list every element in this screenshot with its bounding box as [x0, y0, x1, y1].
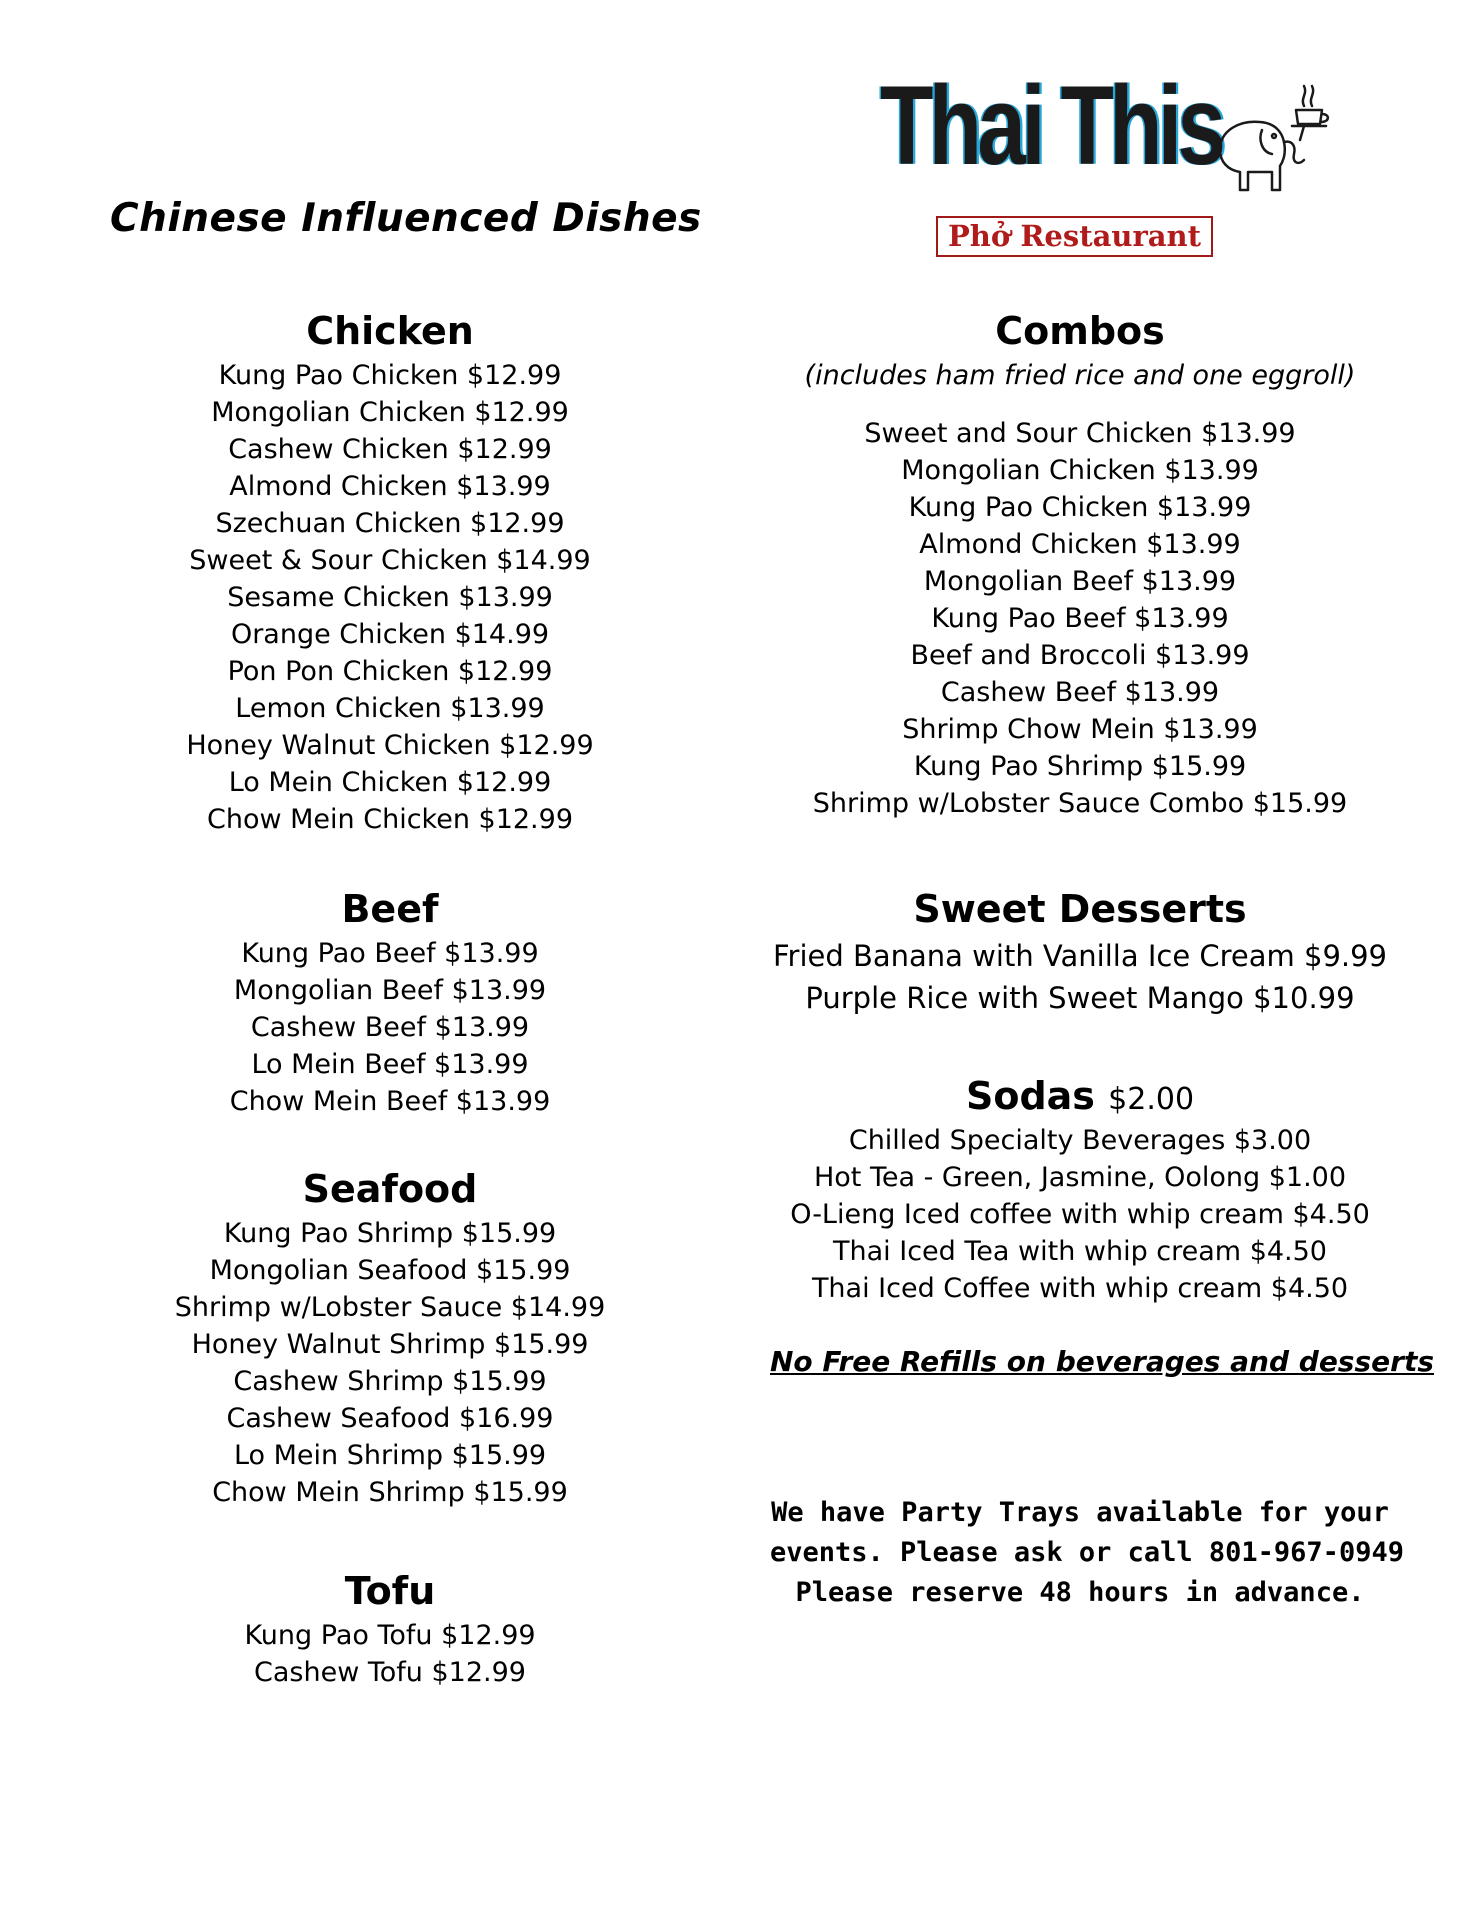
menu-item: Kung Pao Beef $13.99: [931, 603, 1229, 634]
page-title: Chinese Influenced Dishes: [110, 196, 702, 241]
combos-section: [770, 305, 1390, 822]
menu-item: Mongolian Chicken $13.99: [901, 455, 1259, 486]
menu-item: Kung Pao Tofu $12.99: [244, 1620, 536, 1651]
menu-item: Sweet & Sour Chicken $14.99: [189, 545, 591, 576]
combos-note: (includes ham fried rice and one eggroll): [804, 360, 1356, 391]
beef-section: [140, 883, 640, 1120]
menu-item: Beef and Broccoli $13.99: [910, 640, 1250, 671]
sodas-title: Sodas: [965, 1074, 1095, 1118]
menu-item: Chow Mein Chicken $12.99: [206, 804, 574, 835]
menu-item: O-Lieng Iced coffee with whip cream $4.50: [790, 1199, 1370, 1230]
menu-item: Cashew Seafood $16.99: [226, 1403, 554, 1434]
menu-item: Lo Mein Chicken $12.99: [228, 767, 552, 798]
tofu-section: [140, 1565, 640, 1691]
menu-item: Fried Banana with Vanilla Ice Cream $9.99: [772, 939, 1388, 973]
menu-item: Purple Rice with Sweet Mango $10.99: [805, 981, 1355, 1015]
restaurant-logo: [880, 63, 1340, 270]
elephant-with-teacup-icon: [1200, 80, 1340, 210]
menu-item: Lo Mein Shrimp $15.99: [233, 1440, 547, 1471]
logo-subtitle: Phở Restaurant: [936, 216, 1213, 257]
beverages-list: [770, 1122, 1390, 1307]
menu-item: Kung Pao Beef $13.99: [241, 938, 539, 969]
menu-item: Sweet and Sour Chicken $13.99: [864, 418, 1296, 449]
menu-item: Pon Pon Chicken $12.99: [227, 656, 553, 687]
menu-item: Cashew Tofu $12.99: [254, 1657, 526, 1688]
menu-item: Chilled Specialty Beverages $3.00: [848, 1125, 1312, 1156]
seafood-section: [140, 1163, 640, 1511]
menu-item: Cashew Shrimp $15.99: [233, 1366, 547, 1397]
beef-heading: Beef: [341, 887, 439, 931]
refill-notice: No Free Refills on beverages and desserts: [770, 1345, 1434, 1378]
sodas-price: $2.00: [1108, 1082, 1195, 1117]
seafood-heading: Seafood: [302, 1167, 478, 1211]
combos-list: [770, 415, 1390, 822]
menu-item: Chow Mein Beef $13.99: [229, 1086, 551, 1117]
menu-item: Almond Chicken $13.99: [919, 529, 1241, 560]
chicken-section: [140, 305, 640, 838]
menu-item: Cashew Chicken $12.99: [228, 434, 552, 465]
menu-item: Hot Tea - Green, Jasmine, Oolong $1.00: [813, 1162, 1347, 1193]
menu-item: Mongolian Chicken $12.99: [211, 397, 569, 428]
menu-item: Sesame Chicken $13.99: [227, 582, 553, 613]
menu-item: Szechuan Chicken $12.99: [215, 508, 565, 539]
party-line: events. Please ask or call 801-967-0949: [770, 1537, 1404, 1568]
menu-item: Mongolian Beef $13.99: [923, 566, 1237, 597]
tofu-heading: Tofu: [344, 1569, 436, 1613]
menu-item: Kung Pao Chicken $12.99: [218, 360, 562, 391]
desserts-list: [770, 935, 1390, 1019]
menu-item: Mongolian Seafood $15.99: [209, 1255, 571, 1286]
party-line: We have Party Trays available for your: [771, 1497, 1389, 1528]
menu-item: Lo Mein Beef $13.99: [251, 1049, 529, 1080]
menu-item: Shrimp w/Lobster Sauce Combo $15.99: [812, 788, 1348, 819]
desserts-heading: Sweet Desserts: [913, 887, 1247, 931]
menu-item: Cashew Beef $13.99: [250, 1012, 530, 1043]
menu-item: Mongolian Beef $13.99: [233, 975, 547, 1006]
menu-item: Kung Pao Chicken $13.99: [908, 492, 1252, 523]
menu-item: Almond Chicken $13.99: [229, 471, 551, 502]
combos-heading: Combos: [995, 309, 1165, 353]
chicken-heading: Chicken: [306, 309, 474, 353]
menu-item: Thai Iced Coffee with whip cream $4.50: [811, 1273, 1349, 1304]
desserts-section: [770, 883, 1390, 1019]
party-line: Please reserve 48 hours in advance.: [795, 1577, 1365, 1608]
menu-item: Kung Pao Shrimp $15.99: [223, 1218, 557, 1249]
seafood-list: [140, 1215, 640, 1511]
menu-item: Lemon Chicken $13.99: [235, 693, 545, 724]
chicken-list: [140, 357, 640, 838]
tofu-list: [140, 1617, 640, 1691]
beef-list: [140, 935, 640, 1120]
menu-item: Shrimp w/Lobster Sauce $14.99: [174, 1292, 606, 1323]
menu-item: Cashew Beef $13.99: [940, 677, 1220, 708]
sodas-heading: [770, 1070, 1390, 1122]
party-trays-notice: [770, 1493, 1404, 1613]
menu-item: Shrimp Chow Mein $13.99: [902, 714, 1258, 745]
menu-item: Honey Walnut Shrimp $15.99: [191, 1329, 589, 1360]
logo-name: Thai This: [880, 63, 1222, 188]
menu-item: Kung Pao Shrimp $15.99: [913, 751, 1247, 782]
sodas-section: [770, 1070, 1390, 1307]
menu-item: Thai Iced Tea with whip cream $4.50: [833, 1236, 1327, 1267]
menu-item: Chow Mein Shrimp $15.99: [212, 1477, 568, 1508]
menu-item: Orange Chicken $14.99: [230, 619, 550, 650]
menu-item: Honey Walnut Chicken $12.99: [186, 730, 594, 761]
